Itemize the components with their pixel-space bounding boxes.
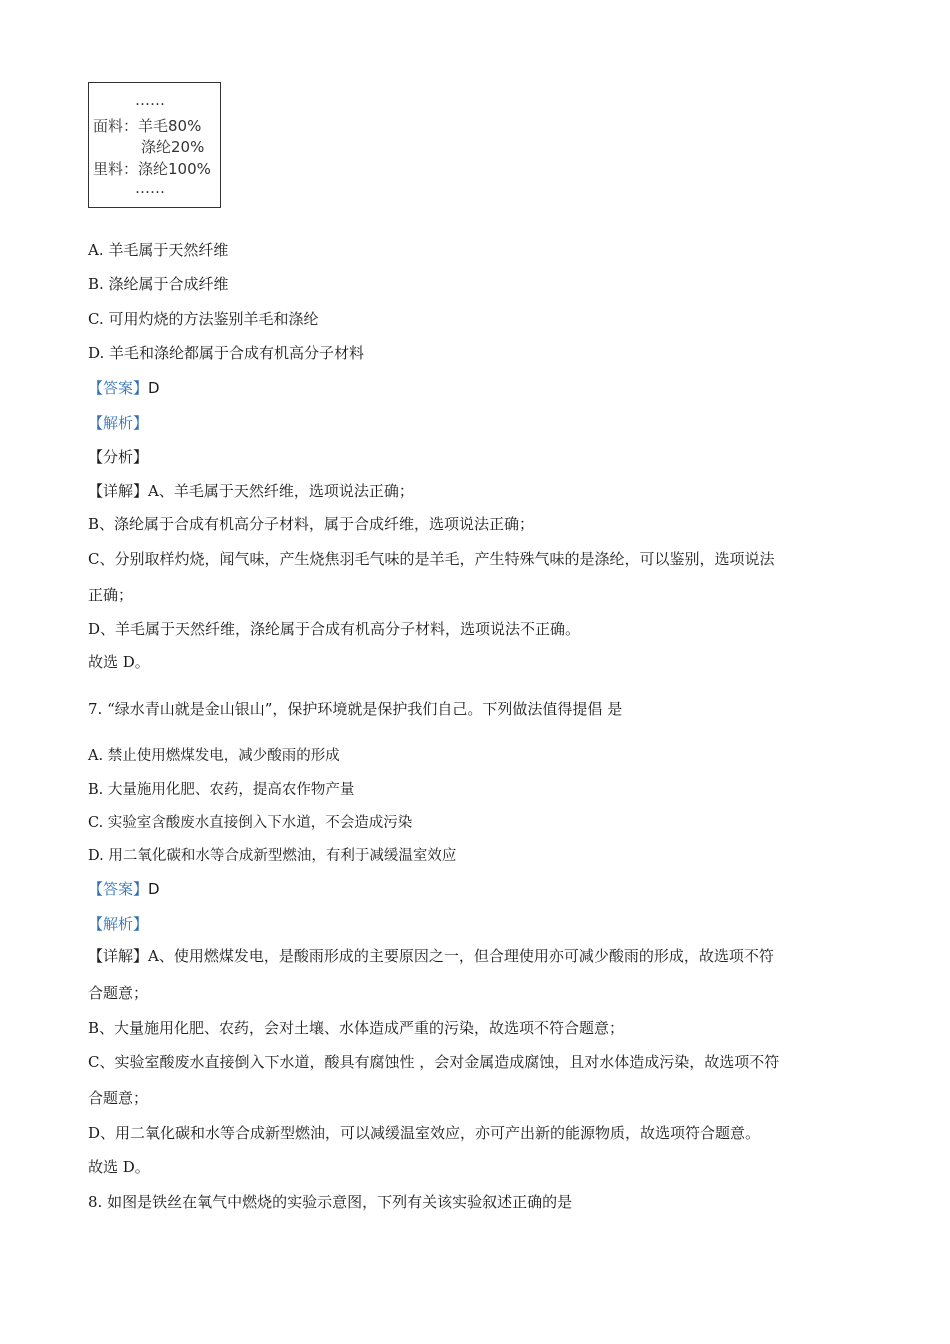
label-row-outer-polyester: 涤纶20%	[141, 138, 205, 156]
q6-option-d: D. 羊毛和涤纶都属于合成有机高分子材料	[88, 344, 365, 362]
label-row-outer-wool: 面料：羊毛80%	[93, 117, 202, 135]
q6-option-c: C. 可用灼烧的方法鉴别羊毛和涤纶	[88, 310, 319, 328]
q7-question: 7. “绿水青山就是金山银山”，保护环境就是保护我们自己。下列做法值得提倡 是	[88, 700, 623, 718]
q7-detail-a-line1: 【详解】A、使用燃煤发电，是酸雨形成的主要原因之一，但合理使用亦可减少酸雨的形成，故选项不符	[88, 947, 774, 965]
q7-conclusion: 故选 D。	[88, 1158, 150, 1176]
q7-detail-c-line2: 合题意；	[88, 1089, 149, 1107]
q7-answer-tag: 【答案】	[88, 880, 149, 898]
q6-detail-d: D、羊毛属于天然纤维，涤纶属于合成有机高分子材料，选项说法不正确。	[88, 620, 581, 638]
q6-detail-c-line2: 正确；	[88, 586, 134, 604]
q6-answer-tag: 【答案】	[88, 379, 149, 397]
clothing-label-figure	[88, 82, 221, 208]
label-dots-top: ……	[135, 91, 165, 109]
q8-question: 8. 如图是铁丝在氧气中燃烧的实验示意图，下列有关该实验叙述正确的是	[88, 1193, 573, 1211]
label-dots-bottom: ……	[135, 179, 165, 197]
q7-option-b: B. 大量施用化肥、农药，提高农作物产量	[88, 782, 355, 798]
q6-detail-c-line1: C、分别取样灼烧，闻气味，产生烧焦羽毛气味的是羊毛，产生特殊气味的是涤纶，可以鉴别，选项说法	[88, 550, 775, 568]
q6-detail-a: 【详解】A、羊毛属于天然纤维，选项说法正确；	[88, 482, 414, 500]
q6-analysis-tag: 【解析】	[88, 414, 149, 432]
q7-detail-d: D、用二氧化碳和水等合成新型燃油，可以减缓温室效应，亦可产出新的能源物质，故选项符合题意。	[88, 1124, 761, 1142]
label-row-lining: 里料：涤纶100%	[93, 160, 211, 178]
q7-answer-value: D	[148, 880, 160, 898]
q6-option-b: B. 涤纶属于合成纤维	[88, 275, 229, 293]
q7-detail-b: B、大量施用化肥、农药，会对土壤、水体造成严重的污染，故选项不符合题意；	[88, 1019, 625, 1037]
q7-detail-c-line1: C、实验室酸废水直接倒入下水道，酸具有腐蚀性 ，会对金属造成腐蚀，且对水体造成污染，故选项不符	[88, 1053, 780, 1071]
q6-conclusion: 故选 D。	[88, 653, 150, 671]
q7-answer	[88, 879, 160, 899]
q7-analysis-tag: 【解析】	[88, 915, 149, 933]
q7-option-c: C. 实验室含酸废水直接倒入下水道，不会造成污染	[88, 815, 413, 831]
q7-option-d: D. 用二氧化碳和水等合成新型燃油，有利于减缓温室效应	[88, 848, 457, 864]
q7-detail-a-line2: 合题意；	[88, 984, 149, 1002]
q6-answer-value: D	[148, 379, 160, 397]
q6-answer	[88, 378, 160, 398]
q6-detail-b: B、涤纶属于合成有机高分子材料，属于合成纤维，选项说法正确；	[88, 515, 535, 533]
q6-detail-tag: 【详解】	[88, 482, 149, 500]
q7-detail-tag: 【详解】	[88, 947, 149, 965]
q7-option-a: A. 禁止使用燃煤发电，减少酸雨的形成	[88, 748, 340, 764]
q6-fenxi-tag: 【分析】	[88, 448, 149, 466]
q6-option-a: A. 羊毛属于天然纤维	[88, 241, 229, 259]
